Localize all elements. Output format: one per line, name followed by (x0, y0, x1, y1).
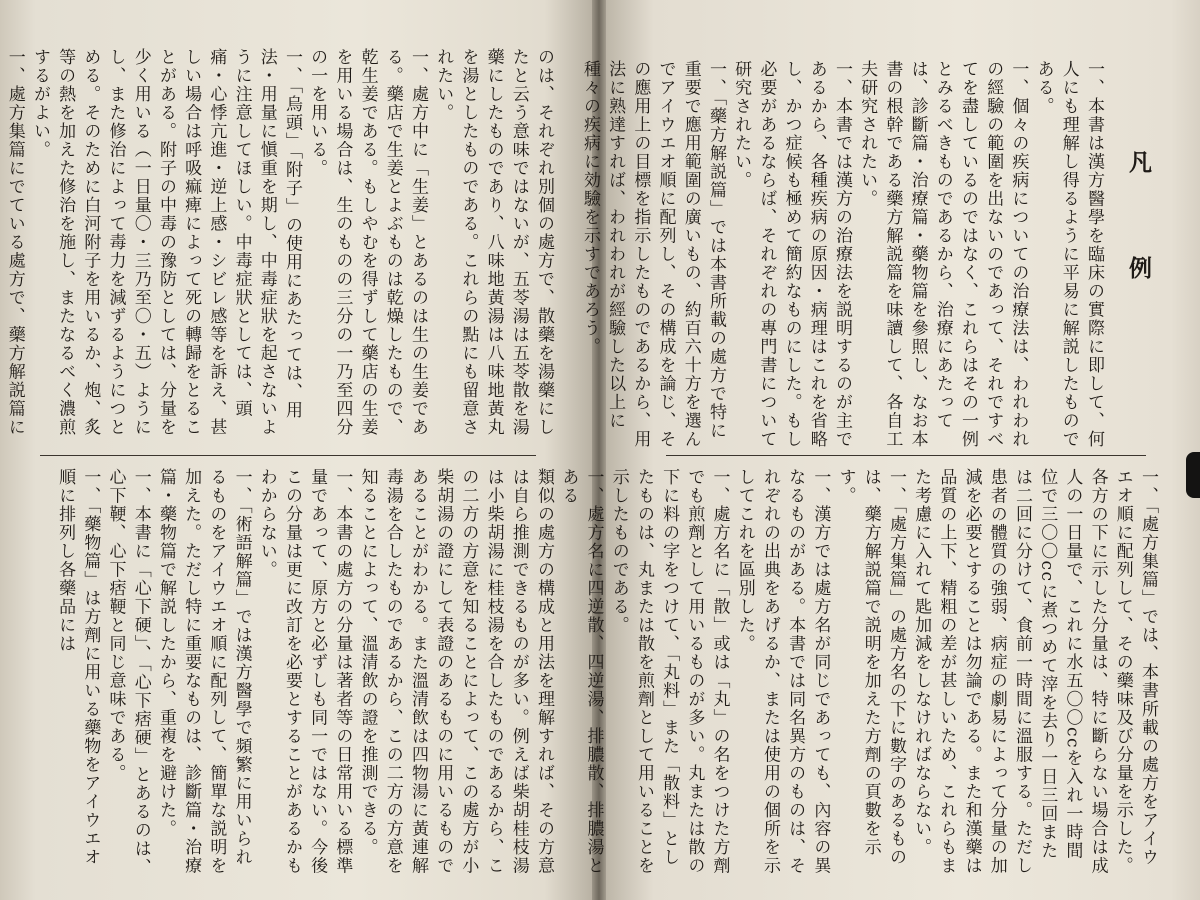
page-title: 凡 例 (1125, 150, 1152, 309)
paragraph: 一、「藥方解説篇」では本書所載の處方で特に重要で應用範圍の廣いもの、約百六十方を選んでアイウエオ順に配列し、その構成を論じ、その應用上の目標を指示したものであるから、用法に熟達すれば、われわれが經驗した以上に種々の疾病に効驗を示すであろう。 (579, 60, 726, 449)
page-tab (1186, 452, 1200, 498)
paragraph: 一、「處方集篇」では、本書所載の處方をアイウエオ順に配列して、その藥味及び分量を示した。各方の下に示した分量は、特に斷らない場合は成人の一日量で、これに水五〇〇ccを入れ一時間位で三〇〇ccに煮つめて滓を去り一日三回または二回に分けて、食前一時間に溫服する。ただし患者の體質の強弱、病症の劇易によって分量の加減を必要とすることは勿論である。また和漢藥は品質の上下、精粗の差が甚しいため、これらもまた考慮に入れて匙加減をしなければならない。 (911, 468, 1158, 875)
paragraph: 一、本書は漢方醫學を臨床の實際に即して、何人にも理解し得るように平易に解説したものである。 (1033, 60, 1104, 449)
paragraph: 一、本書では漢方の治療法を説明するのが主であるから、各種疾病の原因・病理はこれを省略し、かつ症候も極めて簡約なものにした。もし必要があるならば、それぞれの專門書について研究されたい。 (731, 60, 852, 449)
paragraph: 一、本書の處方の分量は著者等の日常用いる標準量であって、原方と必ずしも同一ではない。今後この分量は更に改訂を必要とすることがあるかもわからない。 (256, 468, 353, 875)
paragraph: 一、處方集篇にでている處方で、藥方解説篇に (4, 48, 25, 437)
left-top-text (4, 48, 556, 448)
paragraph: 一、個々の疾病についての治療法は、われわれの經驗の範圍を出ないのであって、それですべてを盡しているのではなく、これらはその一例とみるべきものであるから、治療にあたっては、診斷篇・治療篇・藥物篇を參照し、なお本書の根幹である藥方解説篇を味讀して、各自工夫研究されたい。 (857, 60, 1029, 449)
right-page (558, 0, 1200, 900)
paragraph: 類似の處方の構成と用法を理解すれば、その方意は自ら推測できるものが多い。例えば柴胡桂枝湯は小柴胡湯に桂枝湯を合したものであるから、この二方の方意を知ることによって、この處方が小柴胡湯の證にして表證のあるものに用いるものであることがわかる。また溫清飲は四物湯に黃連解毒湯を合したものであるから、この二方の方意を知ることによって、溫清飲の證を推測できる。 (357, 468, 554, 875)
paragraph: 一、「烏頭」「附子」の使用にあたっては、用法・用量に愼重を期し、中毒症狀を起さないように注意してほしい。中毒症狀としては、頭痛・心悸亢進・逆上感・シビレ感等を訴え、甚しい場合は呼吸痲痺によって死の轉歸をとることがある。附子の中毒の豫防としては、分量を少く用いる（一日量〇・三乃至〇・五）ようにし、また修治によって毒力を減ずるようにつとめる。そのために白河附子を用いるか、炮、炙等の熱を加えた修治を施し、またなるべく濃煎するがよい。 (29, 48, 302, 437)
right-top-text (579, 60, 1106, 450)
section-divider (666, 455, 1146, 456)
section-divider (40, 455, 536, 456)
paragraph: 一、「藥物篇」は方劑に用いる藥物をアイウエオ順に排列し各藥品には (55, 468, 101, 867)
paragraph: 一、漢方では處方名が同じであっても、內容の異なるものがある。本書では同名異方のものは、それぞれの出典をあげるか、または使用の個所を示してこれを區別した。 (734, 468, 831, 875)
paragraph: 一、本書に「心下硬」、「心下痞硬」とあるのは、心下鞕、心下痞鞕と同じ意味である。 (105, 468, 151, 877)
paragraph: 一、「術語解篇」では漢方醫學で頻繁に用いられるものをアイウエオ順に配列して、簡單な説明を加えた。ただし特に重要なものは、診斷篇・治療篇・藥物篇で解説したから、重複を避けた。 (155, 468, 252, 875)
right-bottom-text (558, 468, 1160, 878)
paragraph: 一、處方名に四逆散、四逆湯、排膿散、排膿湯とある (558, 468, 604, 875)
paragraph: のは、それぞれ別個の處方で、散藥を湯藥にしたと云う意味ではないが、五苓湯は五苓散を湯藥にしたものであり、八味地黃湯は八味地黃丸を湯としたものである。これらの點にも留意されたい。 (433, 48, 554, 437)
paragraph: 一、處方中に「生姜」とあるのは生の生姜である。藥店で生姜とよぶものは乾燥したもので、乾生姜である。もしやむを得ずして藥店の生姜を用いる場合は、生のものの三分の一乃至四分の一を用いる。 (307, 48, 428, 437)
left-page (0, 0, 592, 900)
left-bottom-text (28, 468, 556, 878)
paragraph: 一、「處方集篇」の處方名の下に數字のあるものは、藥方解説篇で説明を加えた方劑の頁數を示す。 (835, 468, 906, 867)
paragraph: 一、處方名に「散」或は「丸」の名をつけた方劑でも煎劑として用いるものが多い。丸または散の下に料の字をつけて、「丸料」また「散料」としたものは、丸または散を煎劑として用いることを示したものである。 (608, 468, 730, 875)
